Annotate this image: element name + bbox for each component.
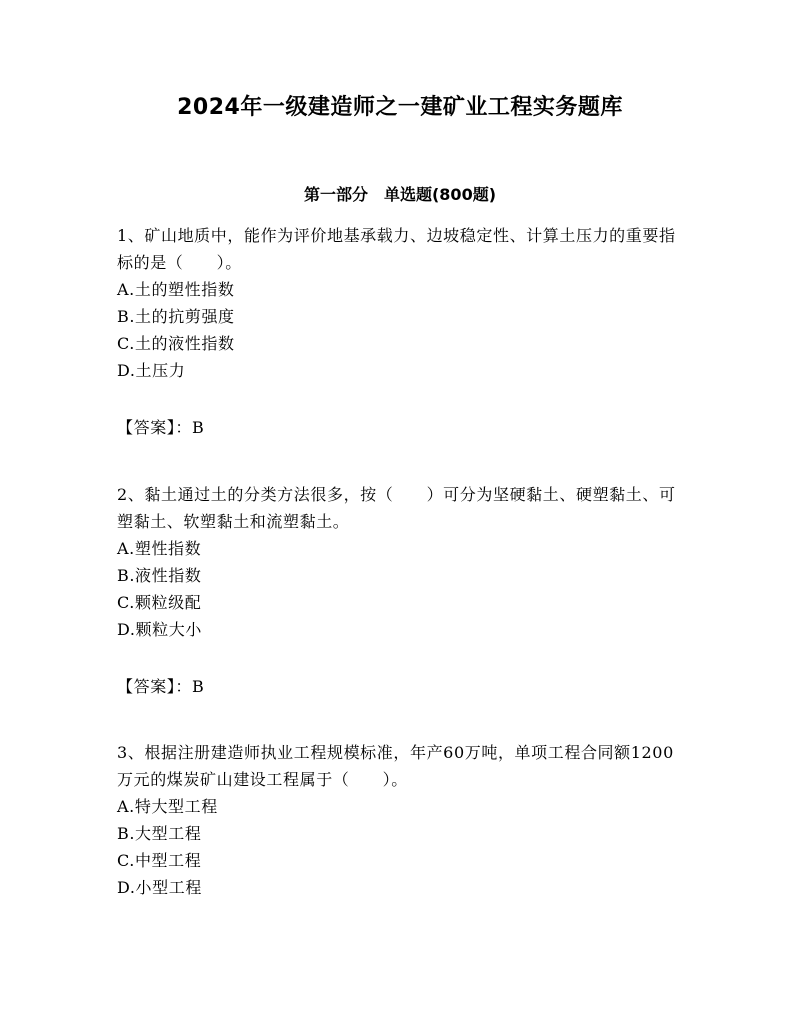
section-title: 第一部分 单选题(800题)	[303, 185, 497, 204]
question-item	[117, 739, 687, 901]
option-a: A.塑性指数	[117, 539, 202, 558]
answer-label: 【答案】：B	[117, 418, 205, 437]
answer-label: 【答案】：B	[117, 677, 205, 696]
option-d: D.土压力	[117, 361, 186, 380]
document-title: 2024年一级建造师之一建矿业工程实务题库	[177, 95, 623, 120]
option-a: A.土的塑性指数	[117, 280, 235, 299]
question-item	[117, 222, 687, 437]
question-item	[117, 481, 687, 696]
option-b: B.液性指数	[117, 566, 202, 585]
option-b: B.土的抗剪强度	[117, 307, 235, 326]
option-a: A.特大型工程	[117, 797, 218, 816]
option-c: C.土的液性指数	[117, 334, 235, 353]
question-stem: 3、根据注册建造师执业工程规模标准，年产60万吨，单项工程合同额1200万元的煤炭矿山建设工程属于（ ）。	[117, 743, 674, 789]
option-d: D.颗粒大小	[117, 620, 202, 639]
option-b: B.大型工程	[117, 824, 202, 843]
option-c: C.颗粒级配	[117, 593, 202, 612]
question-stem: 2、黏土通过土的分类方法很多，按（ ）可分为坚硬黏土、硬塑黏土、可塑黏土、软塑黏土和流塑黏土。	[117, 485, 676, 531]
option-d: D.小型工程	[117, 878, 202, 897]
option-c: C.中型工程	[117, 851, 202, 870]
question-stem: 1、矿山地质中，能作为评价地基承载力、边坡稳定性、计算土压力的重要指标的是（ ）。	[117, 226, 676, 272]
